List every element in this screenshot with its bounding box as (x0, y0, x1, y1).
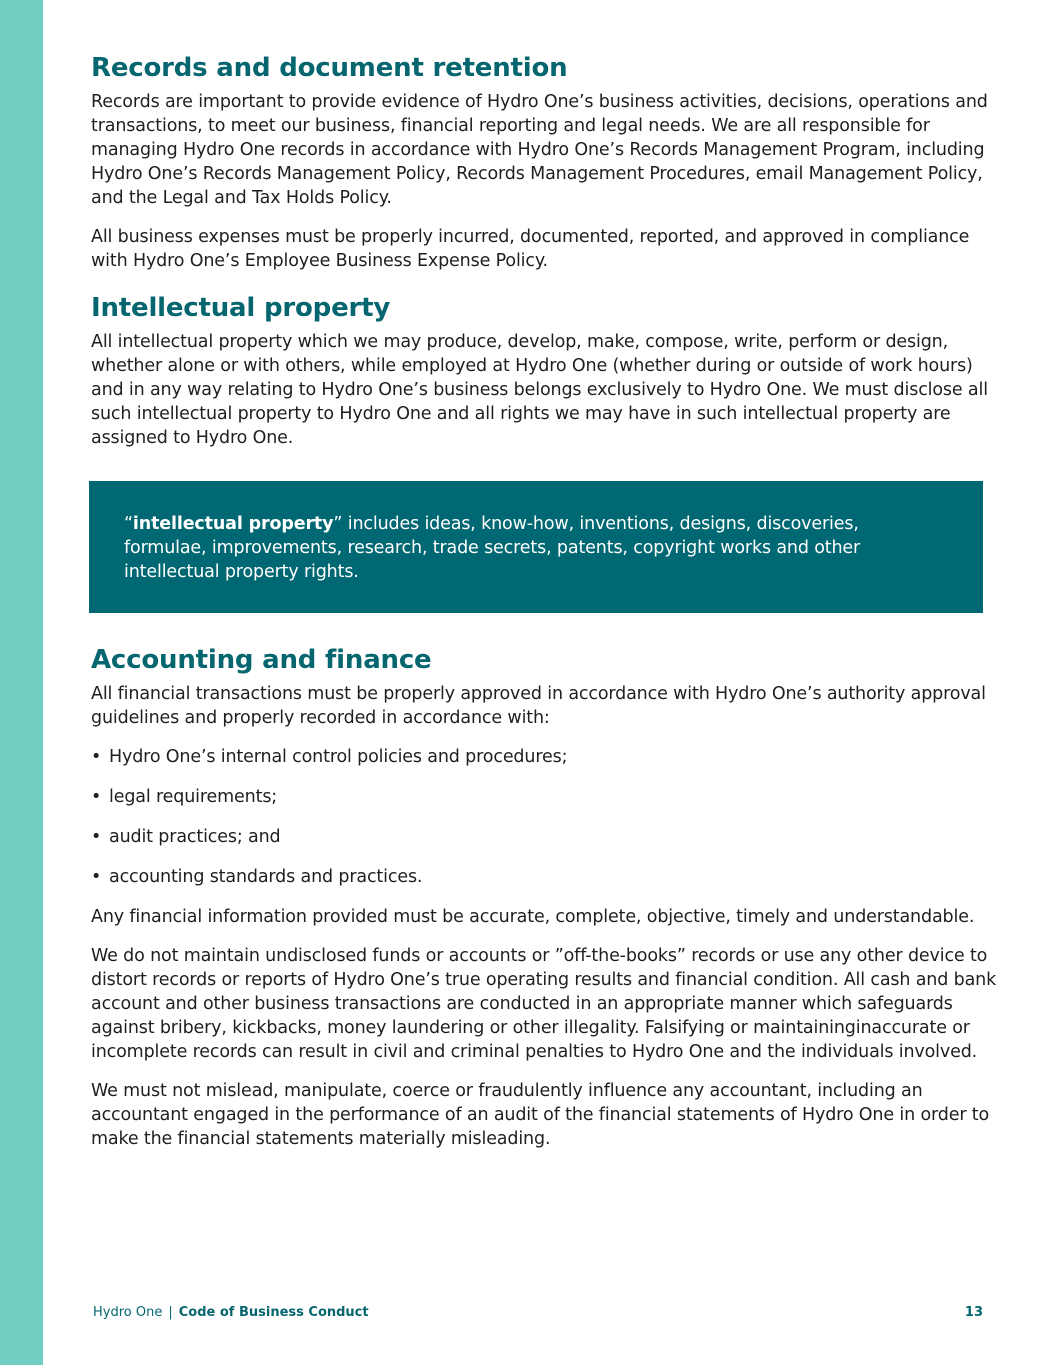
bullet-marker: • (91, 827, 102, 847)
callout-definition: ” includes ideas, know-how, inventions, designs, discoveries, formulae, improvements, research, trade secrets, patents, copyright works and other intellectual property rights. (124, 514, 861, 582)
list-item: • audit practices; and (91, 827, 281, 847)
list-item: • accounting standards and practices. (91, 867, 423, 887)
page-footer (93, 1303, 983, 1323)
ip-section (91, 292, 1001, 450)
ip-paragraph-1: All intellectual property which we may produce, develop, make, compose, write, perform or design, whether alone or with others, while employed at Hydro One (whether during or outside of work hours) and in any way relating to Hydro One’s business belongs exclusively to Hydro One. We must disclose all such intellectual property to Hydro One and all rights we may have in such intellectual property are assigned to Hydro One. (91, 332, 988, 448)
accounting-heading: Accounting and finance (91, 645, 432, 675)
accounting-bullet-list (91, 745, 1001, 889)
bullet-marker: • (91, 747, 102, 767)
accounting-paragraph-4: We must not mislead, manipulate, coerce or fraudulently influence any accountant, including an accountant engaged in the performance of an audit of the financial statements of Hydro One in order to make the financial statements materially misleading. (91, 1081, 990, 1149)
list-item: • legal requirements; (91, 787, 278, 807)
callout-open-quote: “ (124, 514, 133, 534)
bullet-marker: • (91, 867, 102, 887)
page-number: 13 (964, 1305, 983, 1320)
footer-document-title: Code of Business Conduct (178, 1305, 369, 1320)
bullet-marker: • (91, 787, 102, 807)
accounting-paragraph-1: All financial transactions must be properly approved in accordance with Hydro One’s authority approval guidelines and properly recorded in accordance with: (91, 684, 986, 728)
ip-heading: Intellectual property (91, 293, 391, 323)
side-accent-bar (0, 0, 43, 1365)
records-heading: Records and document retention (91, 53, 568, 83)
list-item: • Hydro One’s internal control policies and procedures; (91, 747, 568, 767)
page-content (91, 52, 1001, 469)
footer-brand: Hydro One (93, 1305, 163, 1320)
accounting-paragraph-2: Any financial information provided must be accurate, complete, objective, timely and understandable. (91, 907, 975, 927)
callout-term: intellectual property (132, 514, 334, 534)
ip-definition-callout (89, 481, 983, 613)
accounting-paragraph-3: We do not maintain undisclosed funds or accounts or ”off-the-books” records or use any other device to distort records or reports of Hydro One’s true operating results and financial condition. All cash and bank account and other business transactions are conducted in an appropriate manner which safeguards against bribery, kickbacks, money laundering or other illegality. Falsifying or maintaininginaccurate or incomplete records can result in civil and criminal penalties to Hydro One and the individuals involved. (91, 946, 997, 1062)
footer-separator: | (168, 1305, 173, 1320)
accounting-section (91, 644, 1001, 1166)
records-paragraph-1: Records are important to provide evidence of Hydro One’s business activities, decisions, operations and transactions, to meet our business, financial reporting and legal needs. We are all responsible for managing Hydro One records in accordance with Hydro One’s Records Management Program, including Hydro One’s Records Management Policy, Records Management Procedures, email Management Policy, and the Legal and Tax Holds Policy. (91, 92, 988, 208)
records-paragraph-2: All business expenses must be properly incurred, documented, reported, and approved in compliance with Hydro One’s Employee Business Expense Policy. (91, 227, 970, 271)
records-section (91, 52, 1001, 273)
